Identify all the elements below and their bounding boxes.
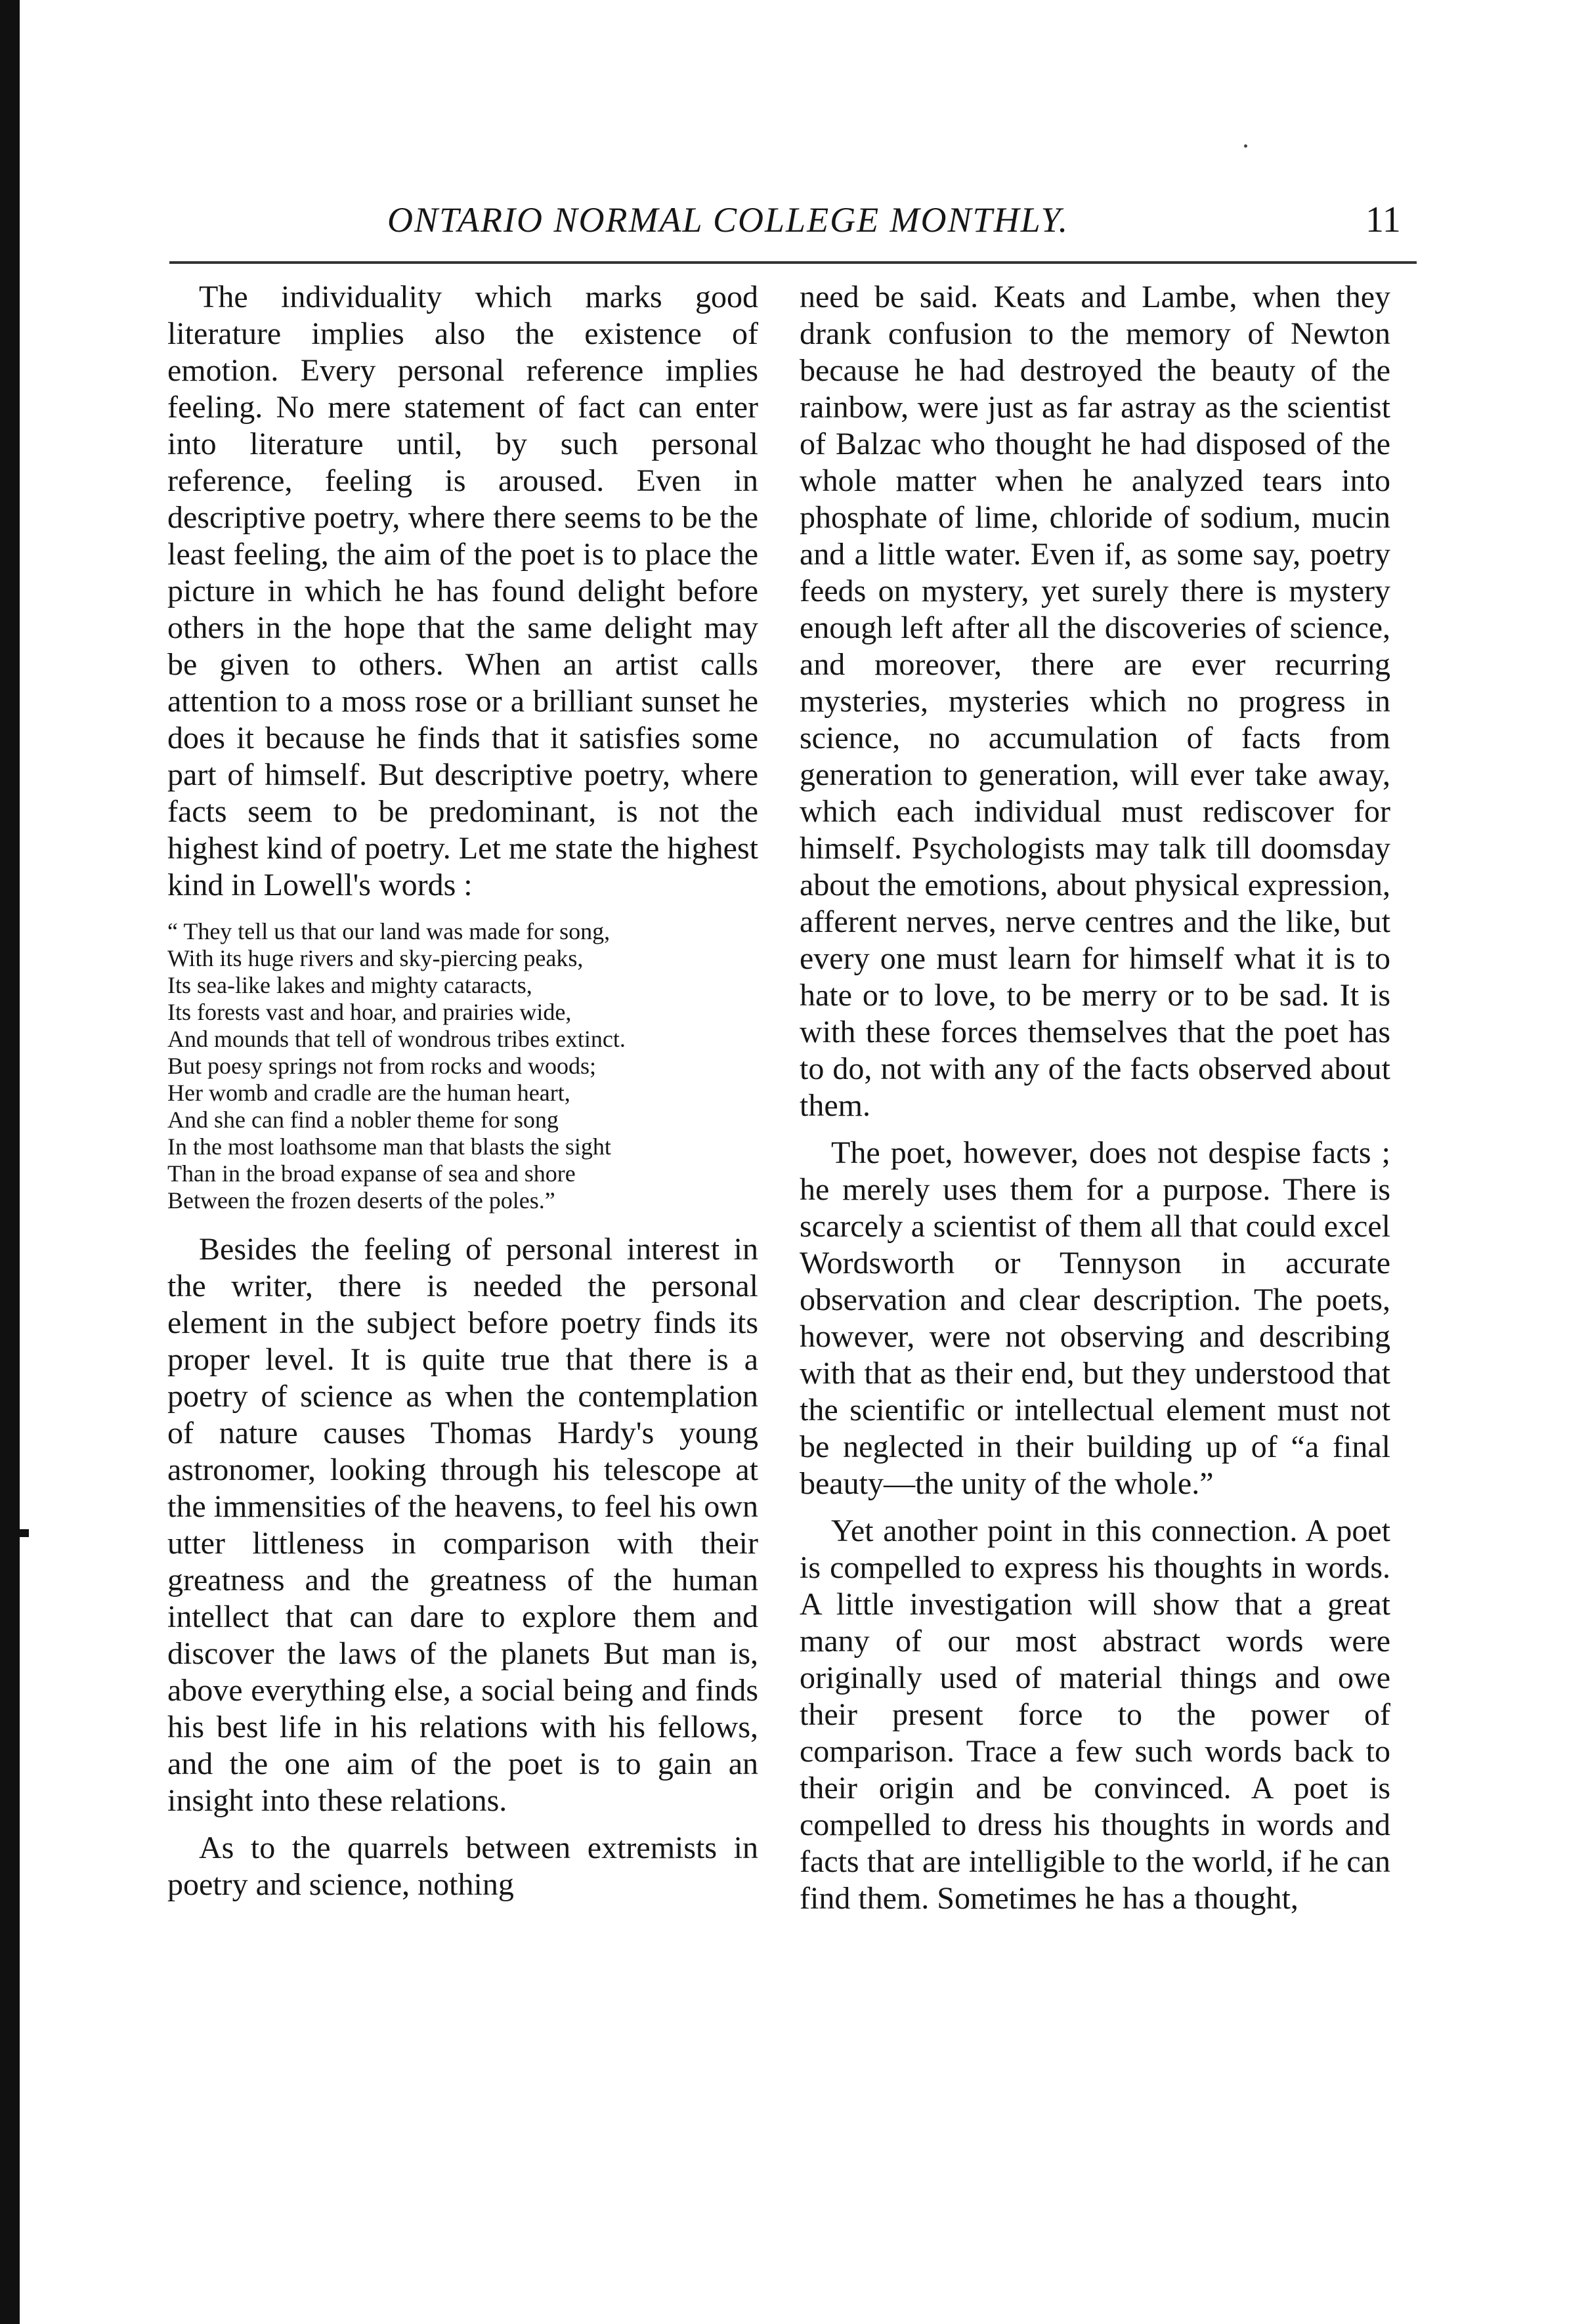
left-column [167,279,758,1903]
paragraph: Besides the feeling of personal interest in the writer, there is needed the personal element in the subject before poetry finds its proper level. It is quite true that there is a poetry of science as when the contemplation of nature causes Thomas Hardy's young astronomer, looking through his telescope at the immensities of the heavens, to feel his own utter littleness in comparison with their greatness and the greatness of the human intellect that can dare to explore them and discover the laws of the planets But man is, above everything else, a social being and finds his best life in his relations with his fellows, and the one aim of the poet is to gain an insight into these relations. [167,1232,758,1818]
page-edge-shadow [0,0,20,2324]
page-number: 11 [1365,200,1401,240]
paragraph: Yet another point in this connection. A poet is compelled to express his thoughts in words. A little investigation will show that a great many of our most abstract words were originally used of material things and owe their present force to the power of comparison. Trace a few such words back to their origin and be convinced. A poet is compelled to dress his thoughts in words and facts that are intelligible to the world, if he can find them. Sometimes he has a thought, [800,1513,1390,1916]
poem-line: Between the frozen deserts of the poles.” [167,1187,555,1214]
paragraph: The individuality which marks good literature implies also the existence of emotion. Every personal reference implies feeling. No mere statement of fact can enter into literature until, by such personal reference, feeling is aroused. Even in descriptive poetry, where there seems to be the least feeling, the aim of the poet is to place the picture in which he has found delight before others in the hope that the same delight may be given to others. When an artist calls attention to a moss rose or a brilliant sunset he does it because he finds that it satisfies some part of himself. But descriptive poetry, where facts seem to be predominant, is not the highest kind of poetry. Let me state the highest kind in Lowell's words : [167,280,758,902]
poem-line: “ They tell us that our land was made for song, [167,918,611,944]
page-edge-mark [20,1529,29,1537]
paragraph: need be said. Keats and Lambe, when they drank confusion to the memory of Newton because he had destroyed the beauty of the rainbow, were just as far astray as the scientist of Balzac who thought he had disposed of the whole matter when he analyzed tears into phosphate of lime, chloride of sodium, mucin and a little water. Even if, as some say, poetry feeds on mystery, yet surely there is mystery enough left after all the discoveries of science, and moreover, there are ever recurring mysteries, mysteries which no progress in science, no accumulation of facts from generation to generation, will ever take away, which each individual must rediscover for himself. Psychologists may talk till doomsday about the emotions, about physical expression, afferent nerves, nerve centres and the like, but every one must learn for himself what it is to hate or to love, to be merry or to be sad. It is with these forces themselves that the poet has to do, not with any of the facts observed about them. [800,280,1390,1123]
right-column [800,279,1390,1917]
poem-line: And mounds that tell of wondrous tribes extinct. [167,1026,626,1052]
poem-line: Than in the broad expanse of sea and shore [167,1160,576,1187]
running-title: ONTARIO NORMAL COLLEGE MONTHLY. [387,200,1069,240]
poem-line: Its forests vast and hoar, and prairies wide, [167,999,572,1025]
poem-line: Her womb and cradle are the human heart, [167,1080,570,1106]
poem-line: But poesy springs not from rocks and woods; [167,1053,596,1079]
poem-line: And she can find a nobler theme for song [167,1107,559,1133]
poem-line: In the most loathsome man that blasts the sight [167,1133,611,1160]
poem-line: Its sea-like lakes and mighty cataracts, [167,972,532,998]
ink-speck [1244,144,1247,148]
poem-line: With its huge rivers and sky-piercing peaks, [167,945,584,971]
paragraph: As to the quarrels between extremists in poetry and science, nothing [167,1830,758,1902]
paragraph: The poet, however, does not despise facts ; he merely uses them for a purpose. There is scarcely a scientist of them all that could excel Wordsworth or Tennyson in accurate observation and clear description. The poets, however, were not observing and describing with that as their end, but they understood that the scientific or intellectual element must not be neglected in their building up of “a final beauty—the unity of the whole.” [800,1135,1390,1501]
poem-quotation [167,918,758,1214]
header-rule [169,261,1417,264]
page-header [0,190,1588,249]
